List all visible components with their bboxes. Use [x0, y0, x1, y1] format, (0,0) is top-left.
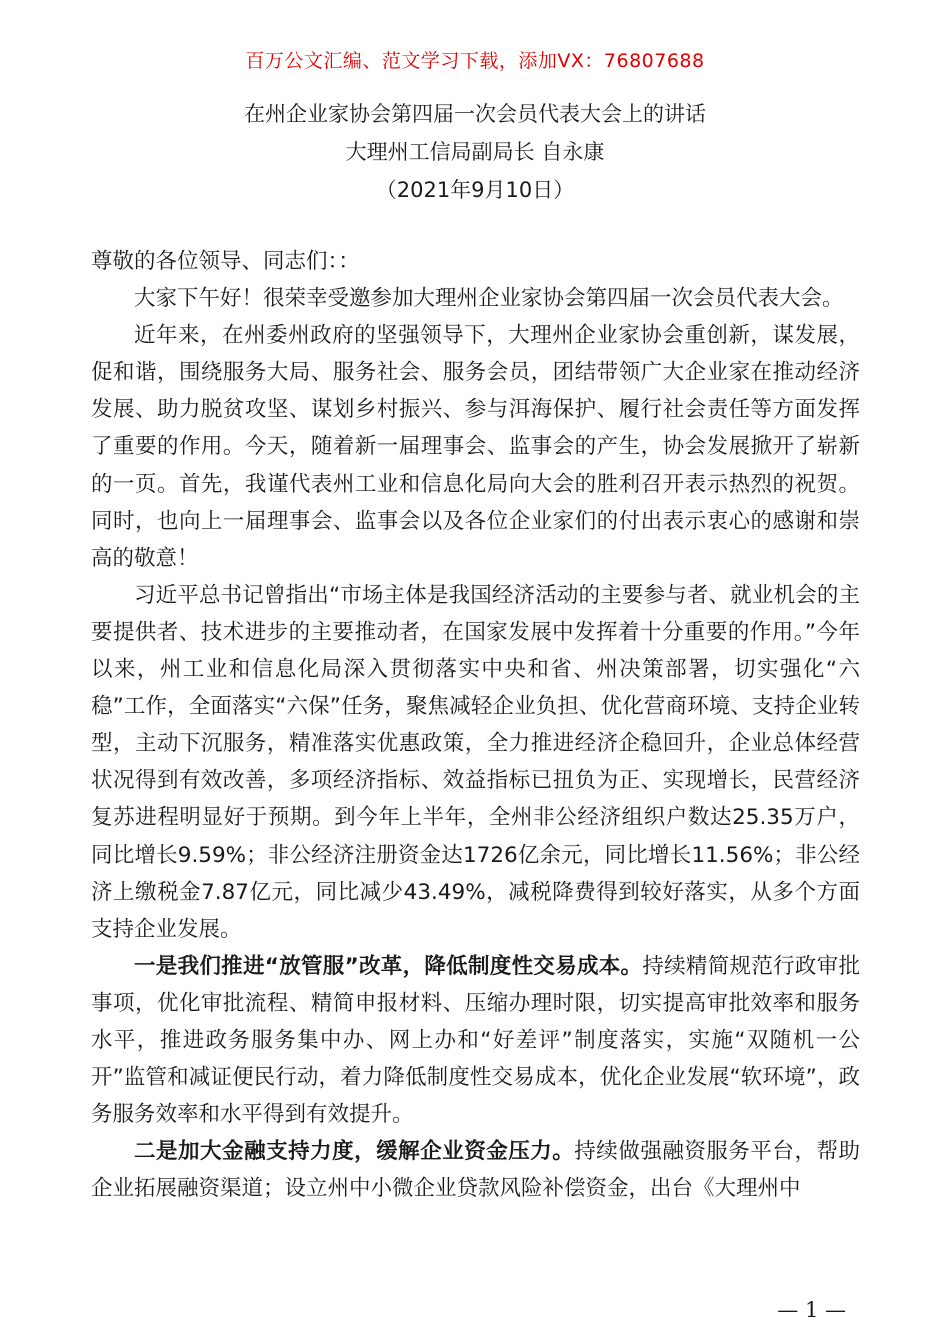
salutation: 尊敬的各位领导、同志们：： — [91, 249, 360, 274]
promo-banner: 百万公文汇编、范文学习下载，添加VX：76807688 — [245, 50, 705, 72]
speaker-line: 大理州工信局副局长 自永康 — [345, 140, 605, 164]
paragraph-background — [91, 317, 860, 577]
speech-title: 在州企业家协会第四届一次会员代表大会上的讲话 — [244, 102, 706, 126]
paragraph-economy — [91, 577, 860, 948]
paragraph-finance — [91, 1133, 860, 1207]
paragraph-lead: 二是加大金融支持力度，缓解企业资金压力。 — [134, 1139, 575, 1165]
paragraph-lead: 一是我们推进“放管服”改革，降低制度性交易成本。 — [134, 953, 643, 979]
page-number: — 1 — — [777, 1298, 846, 1322]
paragraph-greeting — [91, 280, 860, 317]
speech-body — [91, 243, 860, 1207]
paragraph-reform — [91, 948, 860, 1133]
paragraph-text: 习近平总书记曾指出“市场主体是我国经济活动的主要参与者、就业机会的主要提供者、技术进步的主要推动者，在国家发展中发挥着十分重要的作用。”今年以来，州工业和信息化局深入贯彻落实中央和省、州决策部署，切实强化“六稳”工作，全面落实“六保”任务，聚焦减轻企业负担、优化营商环境、支持企业转型，主动下沉服务，精准落实优惠政策，全力推进经济企稳回升，企业总体经营状况得到有效改善，多项经济指标、效益指标已扭负为正、实现增长，民营经济复苏进程明显好于预期。到今年上半年，全州非公经济组织户数达25.35万户，同比增长9.59%；非公经济注册资金达1726亿余元，同比增长11.56%；非公经济上缴税金7.87亿元，同比减少43.49%，减税降费得到较好落实，从多个方面支持企业发展。 — [91, 582, 860, 942]
paragraph-text: 大家下午好！很荣幸受邀参加大理州企业家协会第四届一次会员代表大会。 — [134, 286, 844, 312]
paragraph-text: 近年来，在州委州政府的坚强领导下，大理州企业家协会重创新，谋发展，促和谐，围绕服务大局、服务社会、服务会员，团结带领广大企业家在推动经济发展、助力脱贫攻坚、谋划乡村振兴、参与洱海保护、履行社会责任等方面发挥了重要的作用。今天，随着新一届理事会、监事会的产生，协会发展掀开了崭新的一页。首先，我谨代表州工业和信息化局向大会的胜利召开表示热烈的祝贺。同时，也向上一届理事会、监事会以及各位企业家们的付出表示衷心的感谢和崇高的敬意！ — [91, 323, 860, 571]
paragraph-text: 持续做强融资服务平台，帮助企业拓展融资渠道；设立州中小微企业贷款风险补偿资金，出台《大理州中 — [91, 1139, 860, 1202]
speech-date: （2021年9月10日） — [375, 178, 575, 202]
paragraph-text: 持续精简规范行政审批事项，优化审批流程、精简申报材料、压缩办理时限，切实提高审批效率和服务水平，推进政务服务集中办、网上办和“好差评”制度落实，实施“双随机一公开”监管和减证便民行动，着力降低制度性交易成本，优化企业发展“软环境”，政务服务效率和水平得到有效提升。 — [91, 953, 860, 1128]
